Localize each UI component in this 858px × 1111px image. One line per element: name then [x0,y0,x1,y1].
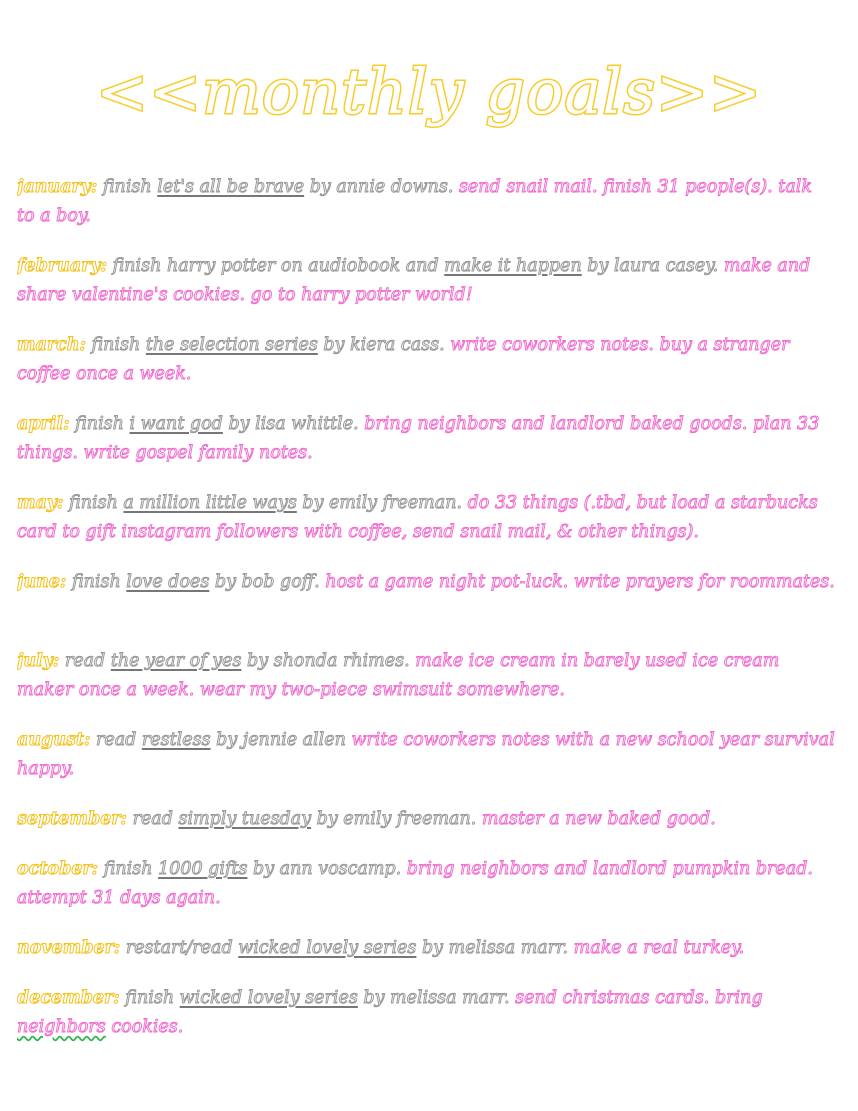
extra-goals: bring neighbors and landlord baked goods. plan 33 things. write gospel family notes. [17,414,820,463]
book-text: read the year of yes by shonda rhimes. [59,651,410,671]
book-title: a million little ways [123,493,297,513]
month-label: november: [17,938,121,958]
goal-february [17,252,835,310]
book-title: the year of yes [110,651,242,671]
goal-july [17,647,835,705]
book-title: 1000 gifts [158,859,248,879]
book-title: the selection series [145,335,318,355]
book-title: wicked lovely series [179,988,358,1008]
extra-goals: do 33 things (.tbd, but load a starbucks card to gift instagram followers with coffee, send snail mail, & other things). [17,493,818,542]
goal-april [17,410,835,468]
goal-march [17,331,835,389]
extra-goals: host a game night pot-luck. write prayers for roommates. [319,572,835,592]
goals-list [17,173,835,1063]
book-title: simply tuesday [178,809,312,829]
goal-august [17,726,835,784]
month-label: may: [17,493,64,513]
book-title: love does [126,572,210,592]
month-label: july: [17,651,60,671]
extra-goals: write coworkers notes. buy a stranger coffee once a week. [17,335,790,384]
book-text: finish i want god by lisa whittle. [69,414,359,434]
book-title: i want god [129,414,223,434]
goal-november [17,934,835,963]
month-label: june: [17,572,67,592]
book-text: finish wicked lovely series by melissa marr. [119,988,510,1008]
extra-goals: send snail mail. finish 31 people(s). talk to a boy. [17,177,812,226]
extra-goals: make ice cream in barely used ice cream maker once a week. wear my two-piece swimsuit somewhere. [17,651,780,700]
month-label: october: [17,859,99,879]
book-text: finish the selection series by kiera cass. [85,335,445,355]
extra-goals: write coworkers notes with a new school year survival happy. [17,730,835,779]
extra-goals: make a real turkey. [568,938,745,958]
page-title: <<monthly goals>> [96,55,762,128]
goal-january [17,173,835,231]
book-text: restart/read wicked lovely series by melissa marr. [120,938,569,958]
book-text: read restless by jennie allen [90,730,346,750]
misspelled-word: neighbors [17,1017,106,1037]
book-title: wicked lovely series [238,938,417,958]
extra-goals: master a new baked good. [476,809,716,829]
month-label: august: [17,730,91,750]
book-text: finish 1000 gifts by ann voscamp. [98,859,402,879]
goal-may [17,489,835,547]
month-label: december: [17,988,120,1008]
book-title: restless [141,730,211,750]
book-text: read simply tuesday by emily freeman. [127,809,477,829]
book-title: let's all be brave [157,177,305,197]
extra-goals: bring neighbors and landlord pumpkin bread. attempt 31 days again. [17,859,813,908]
month-label: march: [17,335,86,355]
month-label: september: [17,809,128,829]
extra-goals: send christmas cards. bring neighbors cookies. [17,988,763,1037]
month-label: february: [17,256,108,276]
book-text: finish harry potter on audiobook and make it happen by laura casey. [107,256,719,276]
goal-september [17,805,835,834]
month-label: january: [17,177,98,197]
goal-december [17,984,835,1042]
goal-october [17,855,835,913]
book-text: finish love does by bob goff. [66,572,320,592]
book-title: make it happen [444,256,582,276]
goal-june [17,568,835,626]
month-label: april: [17,414,70,434]
extra-goals: make and share valentine's cookies. go to harry potter world! [17,256,811,305]
book-text: finish let's all be brave by annie downs. [97,177,454,197]
book-text: finish a million little ways by emily freeman. [63,493,463,513]
